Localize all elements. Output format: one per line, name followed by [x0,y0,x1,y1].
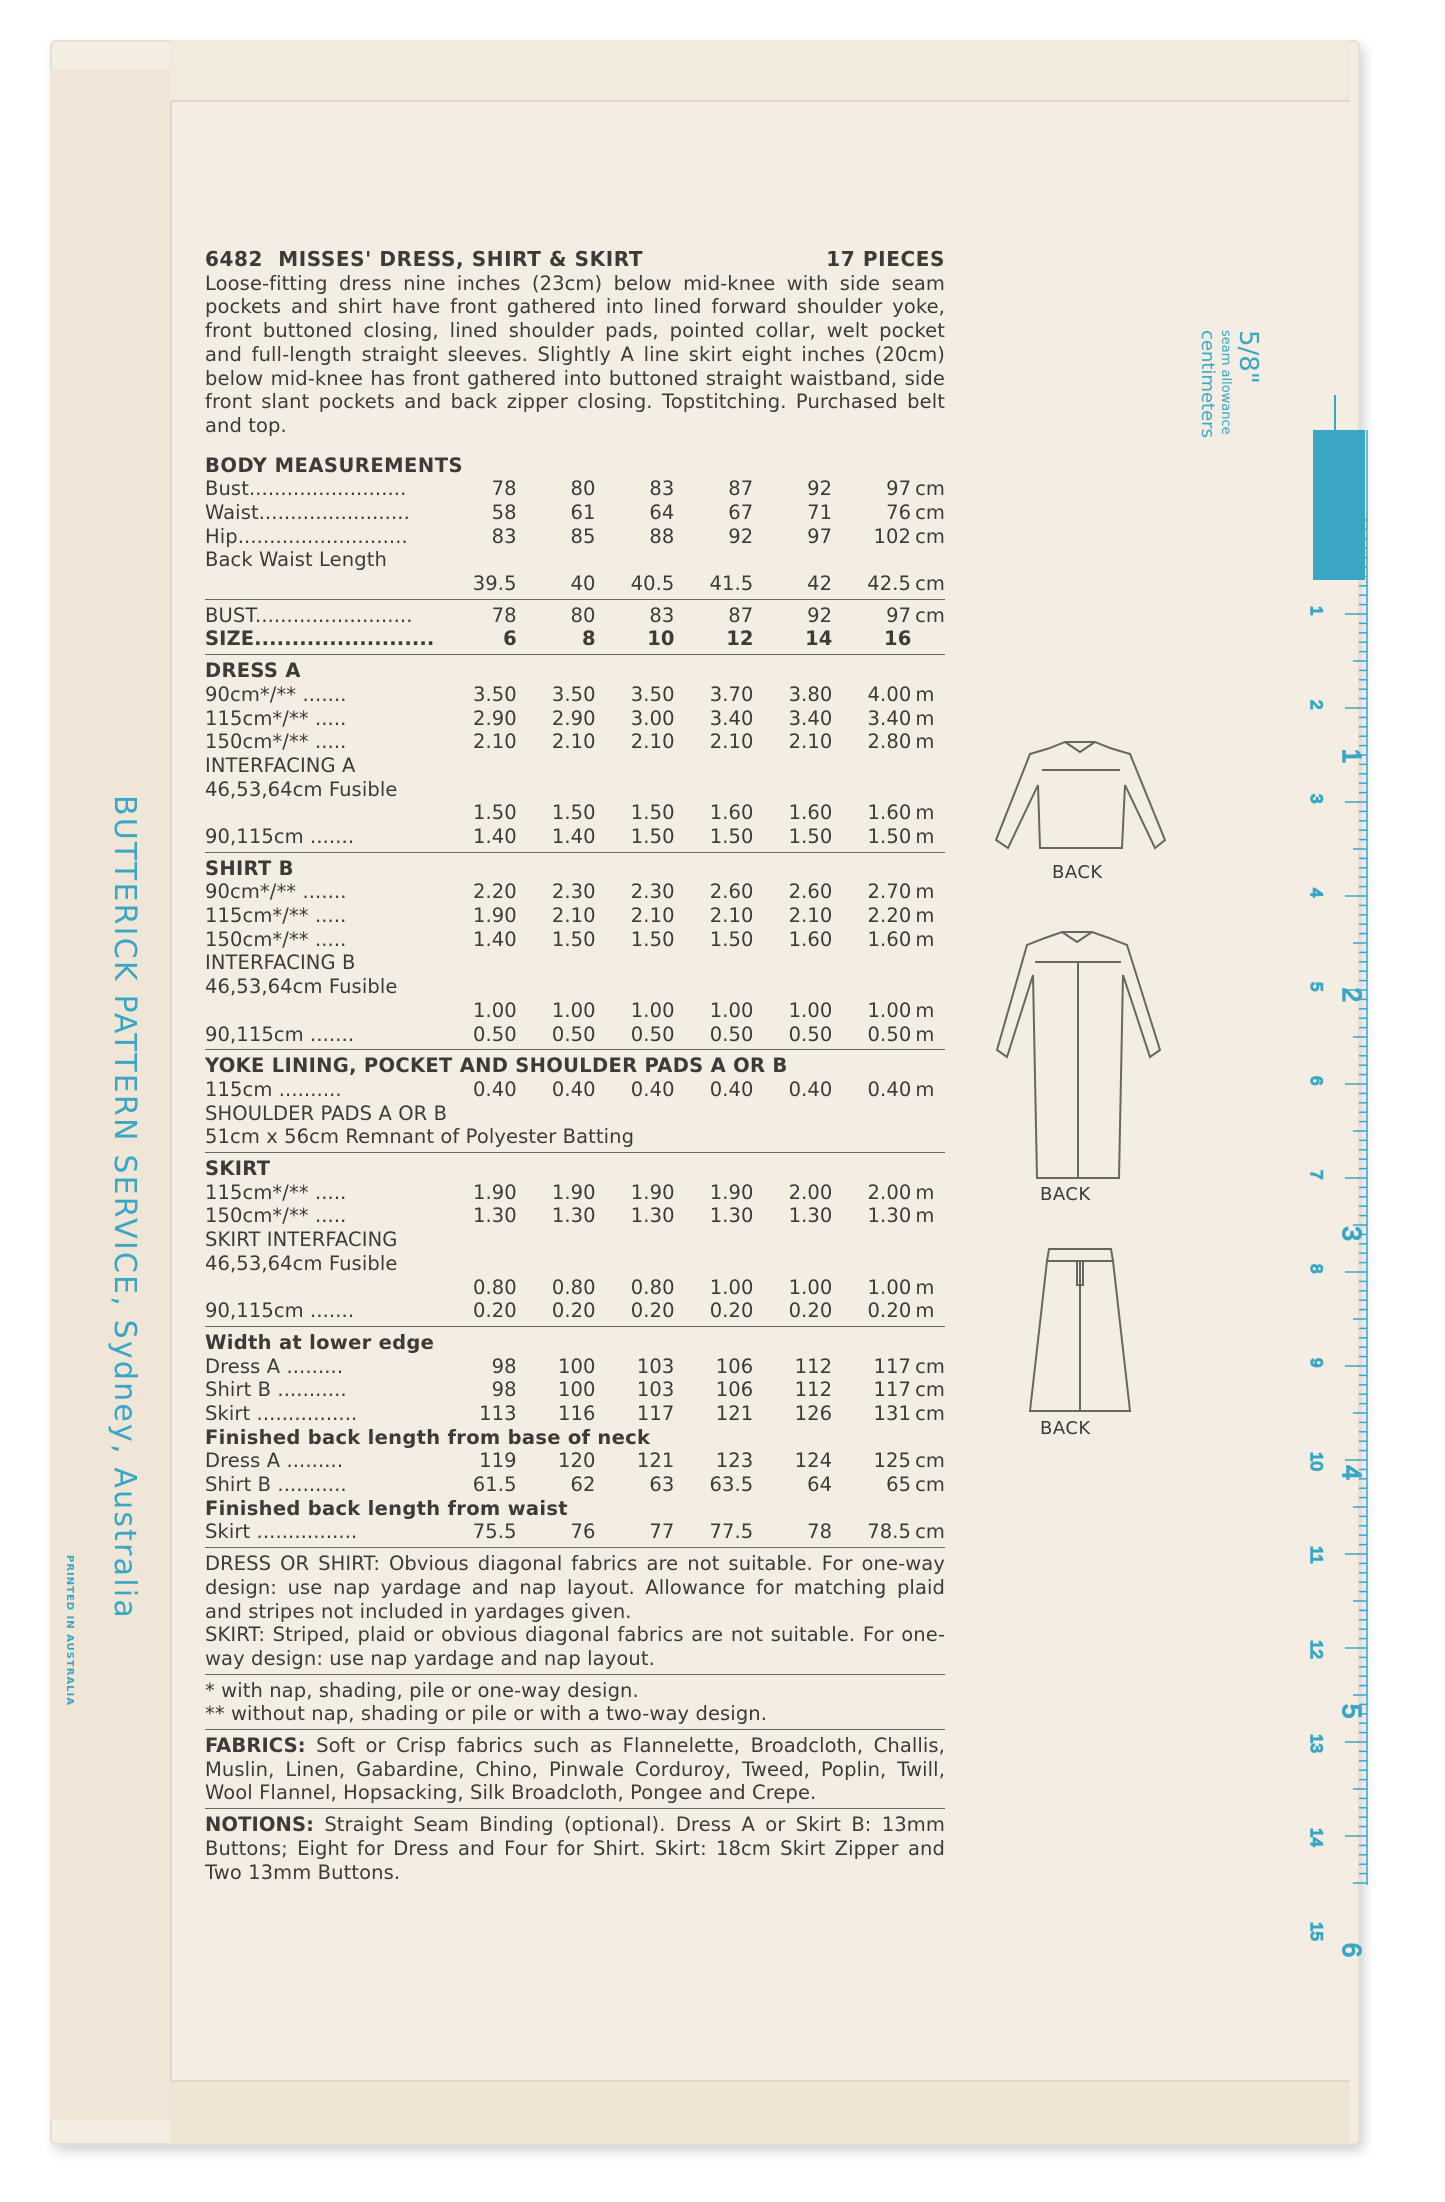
publisher-text: BUTTERICK PATTERN SERVICE, Sydney, Australia [107,795,142,1620]
table-row: Dress A ......... 98 100 103 106 112 117 cm [205,1354,945,1378]
table-row: Shirt B ........... 61.5 62 63 63.5 64 65 cm [205,1473,945,1497]
skirt-interfacing-title: SKIRT INTERFACING [205,1228,398,1252]
table-row: 1.50 1.50 1.50 1.60 1.60 1.60 m [472,801,935,825]
shoulder-pads-text: 51cm x 56cm Remnant of Polyester Batting [205,1125,635,1149]
table-row: 90cm*/** ....... 3.50 3.50 3.50 3.70 3.80 4.00 m [205,682,935,706]
divider [205,1326,945,1327]
pattern-pieces: 17 PIECES [826,247,945,271]
divider [205,1808,945,1809]
table-row: 150cm*/** ..... 1.30 1.30 1.30 1.30 1.30 1.30 m [205,1204,935,1228]
divider [205,852,945,853]
table-row: Skirt ................ 75.5 76 77 77.5 78 78.5 cm [205,1520,945,1544]
ruler-cm-label: 13 [1307,1734,1326,1753]
dress-shirt-note: DRESS OR SHIRT: Obvious diagonal fabrics are not suitable. For one-way design: use nap yardage and nap layout. Allowance for matching plaid and stripes not included in yardages given. [205,1552,945,1623]
figure-caption: BACK [1040,1184,1091,1205]
ruler-inch-label: 1 [1337,748,1367,764]
ruler-cm-label: 2 [1307,700,1326,710]
table-row: Dress A ......... 119 120 121 123 124 125 cm [205,1449,945,1473]
notions-text: Straight Seam Binding (optional). Dress A or Skirt B: 13mm Buttons; Eight for Dress and Four for Shirt. Skirt: 18cm Skirt Zipper and Two 13mm Buttons. [205,1813,945,1884]
envelope-flap-bottom [170,2080,1350,2144]
ruler-inch-label: 4 [1337,1465,1367,1480]
pattern-number: 6482 [205,247,264,271]
table-row: Shirt B ........... 98 100 103 106 112 117 cm [205,1378,945,1402]
table-row: 115cm .......... 0.40 0.40 0.40 0.40 0.40 0.40 m [205,1077,935,1101]
table-row: 39.5 40 40.5 41.5 42 42.5 cm [472,572,945,596]
table-row: Waist........................ 58 61 64 67 71 76 cm [205,501,945,525]
ruler-inch-label: 6 [1337,1942,1367,1958]
ruler-cm-label: centimeters [1197,330,1218,438]
neck-length-title: Finished back length from base of neck [205,1425,651,1449]
seam-allowance-block [1313,430,1365,580]
back-waist-label: Back Waist Length [205,548,387,572]
figure-caption: BACK [1052,862,1103,883]
interfacing-a-sub: 46,53,64cm Fusible [205,777,398,801]
ruler-fraction: 5/8" [1233,330,1263,384]
interfacing-b-sub: 46,53,64cm Fusible [205,975,398,999]
ruler-inch-label: 5 [1337,1704,1367,1719]
body-measurements-table [205,477,945,595]
ruler-cm-label: 8 [1307,1264,1326,1274]
side-publisher [80,795,140,1775]
ruler-cm-label: 15 [1307,1922,1326,1941]
interfacing-a-title: INTERFACING A [205,753,356,777]
table-row: 0.80 0.80 0.80 1.00 1.00 1.00 m [472,1275,935,1299]
seam-ruler [1305,430,1375,1958]
table-row: 115cm*/** ..... 1.90 1.90 1.90 1.90 2.00 2.00 m [205,1180,935,1204]
ruler-cm-label: 6 [1307,1076,1326,1086]
table-row: 90,115cm ....... 0.20 0.20 0.20 0.20 0.20 0.20 m [205,1299,935,1323]
width-title: Width at lower edge [205,1330,435,1354]
divider [205,1049,945,1050]
dress-back-figure [985,930,1170,1180]
table-row: Hip........................... 83 85 88 92 97 102 cm [205,524,945,548]
ruler-cm-label: 1 [1307,606,1326,616]
table-row: 115cm*/** ..... 1.90 2.10 2.10 2.10 2.10 2.20 m [205,904,935,928]
ruler-cm-label: 5 [1307,982,1326,992]
printed-in-text: PRINTED IN AUSTRALIA [64,1555,75,1706]
skirt-title: SKIRT [205,1157,271,1181]
with-nap-note: * with nap, shading, pile or one-way design. [205,1678,639,1702]
fabrics-label: FABRICS: [205,1734,306,1758]
table-row: Skirt ................ 113 116 117 121 126 131 cm [205,1401,945,1425]
skirt-back-figure [1025,1245,1135,1415]
ruler-inch-label: 3 [1337,1226,1367,1241]
dress-a-title: DRESS A [205,659,301,683]
notions-label: NOTIONS: [205,1813,314,1837]
divider [205,654,945,655]
table-row: 90,115cm ....... 1.40 1.40 1.50 1.50 1.50 1.50 m [205,825,935,849]
pattern-title: MISSES' DRESS, SHIRT & SKIRT [278,247,644,271]
shirt-back-figure [990,740,1170,870]
waist-length-title: Finished back length from waist [205,1496,568,1520]
divider [205,1674,945,1675]
table-row: 1.00 1.00 1.00 1.00 1.00 1.00 m [472,998,935,1022]
table-row: 150cm*/** ..... 1.40 1.50 1.50 1.50 1.60 1.60 m [205,927,935,951]
body-measurements-title: BODY MEASUREMENTS [205,453,464,477]
ruler-title [1198,330,1262,438]
fabrics-section [205,1734,945,1805]
notions-section [205,1813,945,1884]
ruler-cm-label: 12 [1307,1640,1326,1659]
ruler-cm-label: 11 [1307,1546,1326,1564]
yoke-title: YOKE LINING, POCKET AND SHOULDER PADS A OR B [205,1054,788,1078]
table-row: 115cm*/** ..... 2.90 2.90 3.00 3.40 3.40 3.40 m [205,706,935,730]
fabrics-text: Soft or Crisp fabrics such as Flannelette, Broadcloth, Challis, Muslin, Linen, Gabardine, Chino, Pinwale Corduroy, Tweed, Poplin, Twill, Wool Flannel, Hopsacking, Silk Broadcloth, Pongee and Crepe. [205,1734,945,1805]
ruler-cm-label: 7 [1307,1170,1326,1180]
ruler-seam-label: seam allowance [1218,330,1233,435]
table-row: BUST......................... 78 80 83 87 92 97 cm [205,603,945,627]
shirt-b-title: SHIRT B [205,856,294,880]
divider [205,599,945,600]
table-row: SIZE........................ 6 8 10 12 14 16 [205,627,912,651]
skirt-note: SKIRT: Striped, plaid or obvious diagonal fabrics are not suitable. For one-way design: use nap yardage and nap layout. [205,1623,945,1670]
table-row: 150cm*/** ..... 2.10 2.10 2.10 2.10 2.10 2.80 m [205,730,935,754]
without-nap-note: ** without nap, shading or pile or with a two-way design. [205,1702,768,1726]
divider [205,1547,945,1548]
interfacing-b-title: INTERFACING B [205,951,356,975]
ruler-cm-label: 3 [1307,794,1326,804]
shoulder-pads-title: SHOULDER PADS A OR B [205,1101,448,1125]
table-row: Bust......................... 78 80 83 87 92 97 cm [205,477,945,501]
figure-caption: BACK [1040,1418,1091,1439]
ruler-cm-label: 9 [1307,1358,1326,1368]
table-row: 90,115cm ....... 0.50 0.50 0.50 0.50 0.50 0.50 m [205,1022,935,1046]
pattern-header [205,248,945,272]
ruler-inch-label: 2 [1337,987,1367,1003]
ruler-cm-label: 10 [1307,1452,1326,1471]
skirt-interfacing-sub: 46,53,64cm Fusible [205,1251,398,1275]
envelope-flap-top [170,40,1350,102]
pattern-info [205,248,945,1884]
pattern-description: Loose-fitting dress nine inches (23cm) below mid-knee with side seam pockets and shirt have front gathered into lined forward shoulder yoke, front buttoned closing, lined shoulder pads, pointed collar, welt pocket and full-length straight sleeves. Slightly A line skirt eight inches (20cm) below mid-knee has front gathered into buttoned straight waistband, side front slant pockets and back zipper closing. Topstitching. Purchased belt and top. [205,271,945,437]
ruler-cm-label: 4 [1307,888,1326,898]
table-row: 90cm*/** ....... 2.20 2.30 2.30 2.60 2.60 2.70 m [205,880,935,904]
ruler-cm-label: 14 [1307,1828,1326,1847]
divider [205,1152,945,1153]
divider [205,1729,945,1730]
